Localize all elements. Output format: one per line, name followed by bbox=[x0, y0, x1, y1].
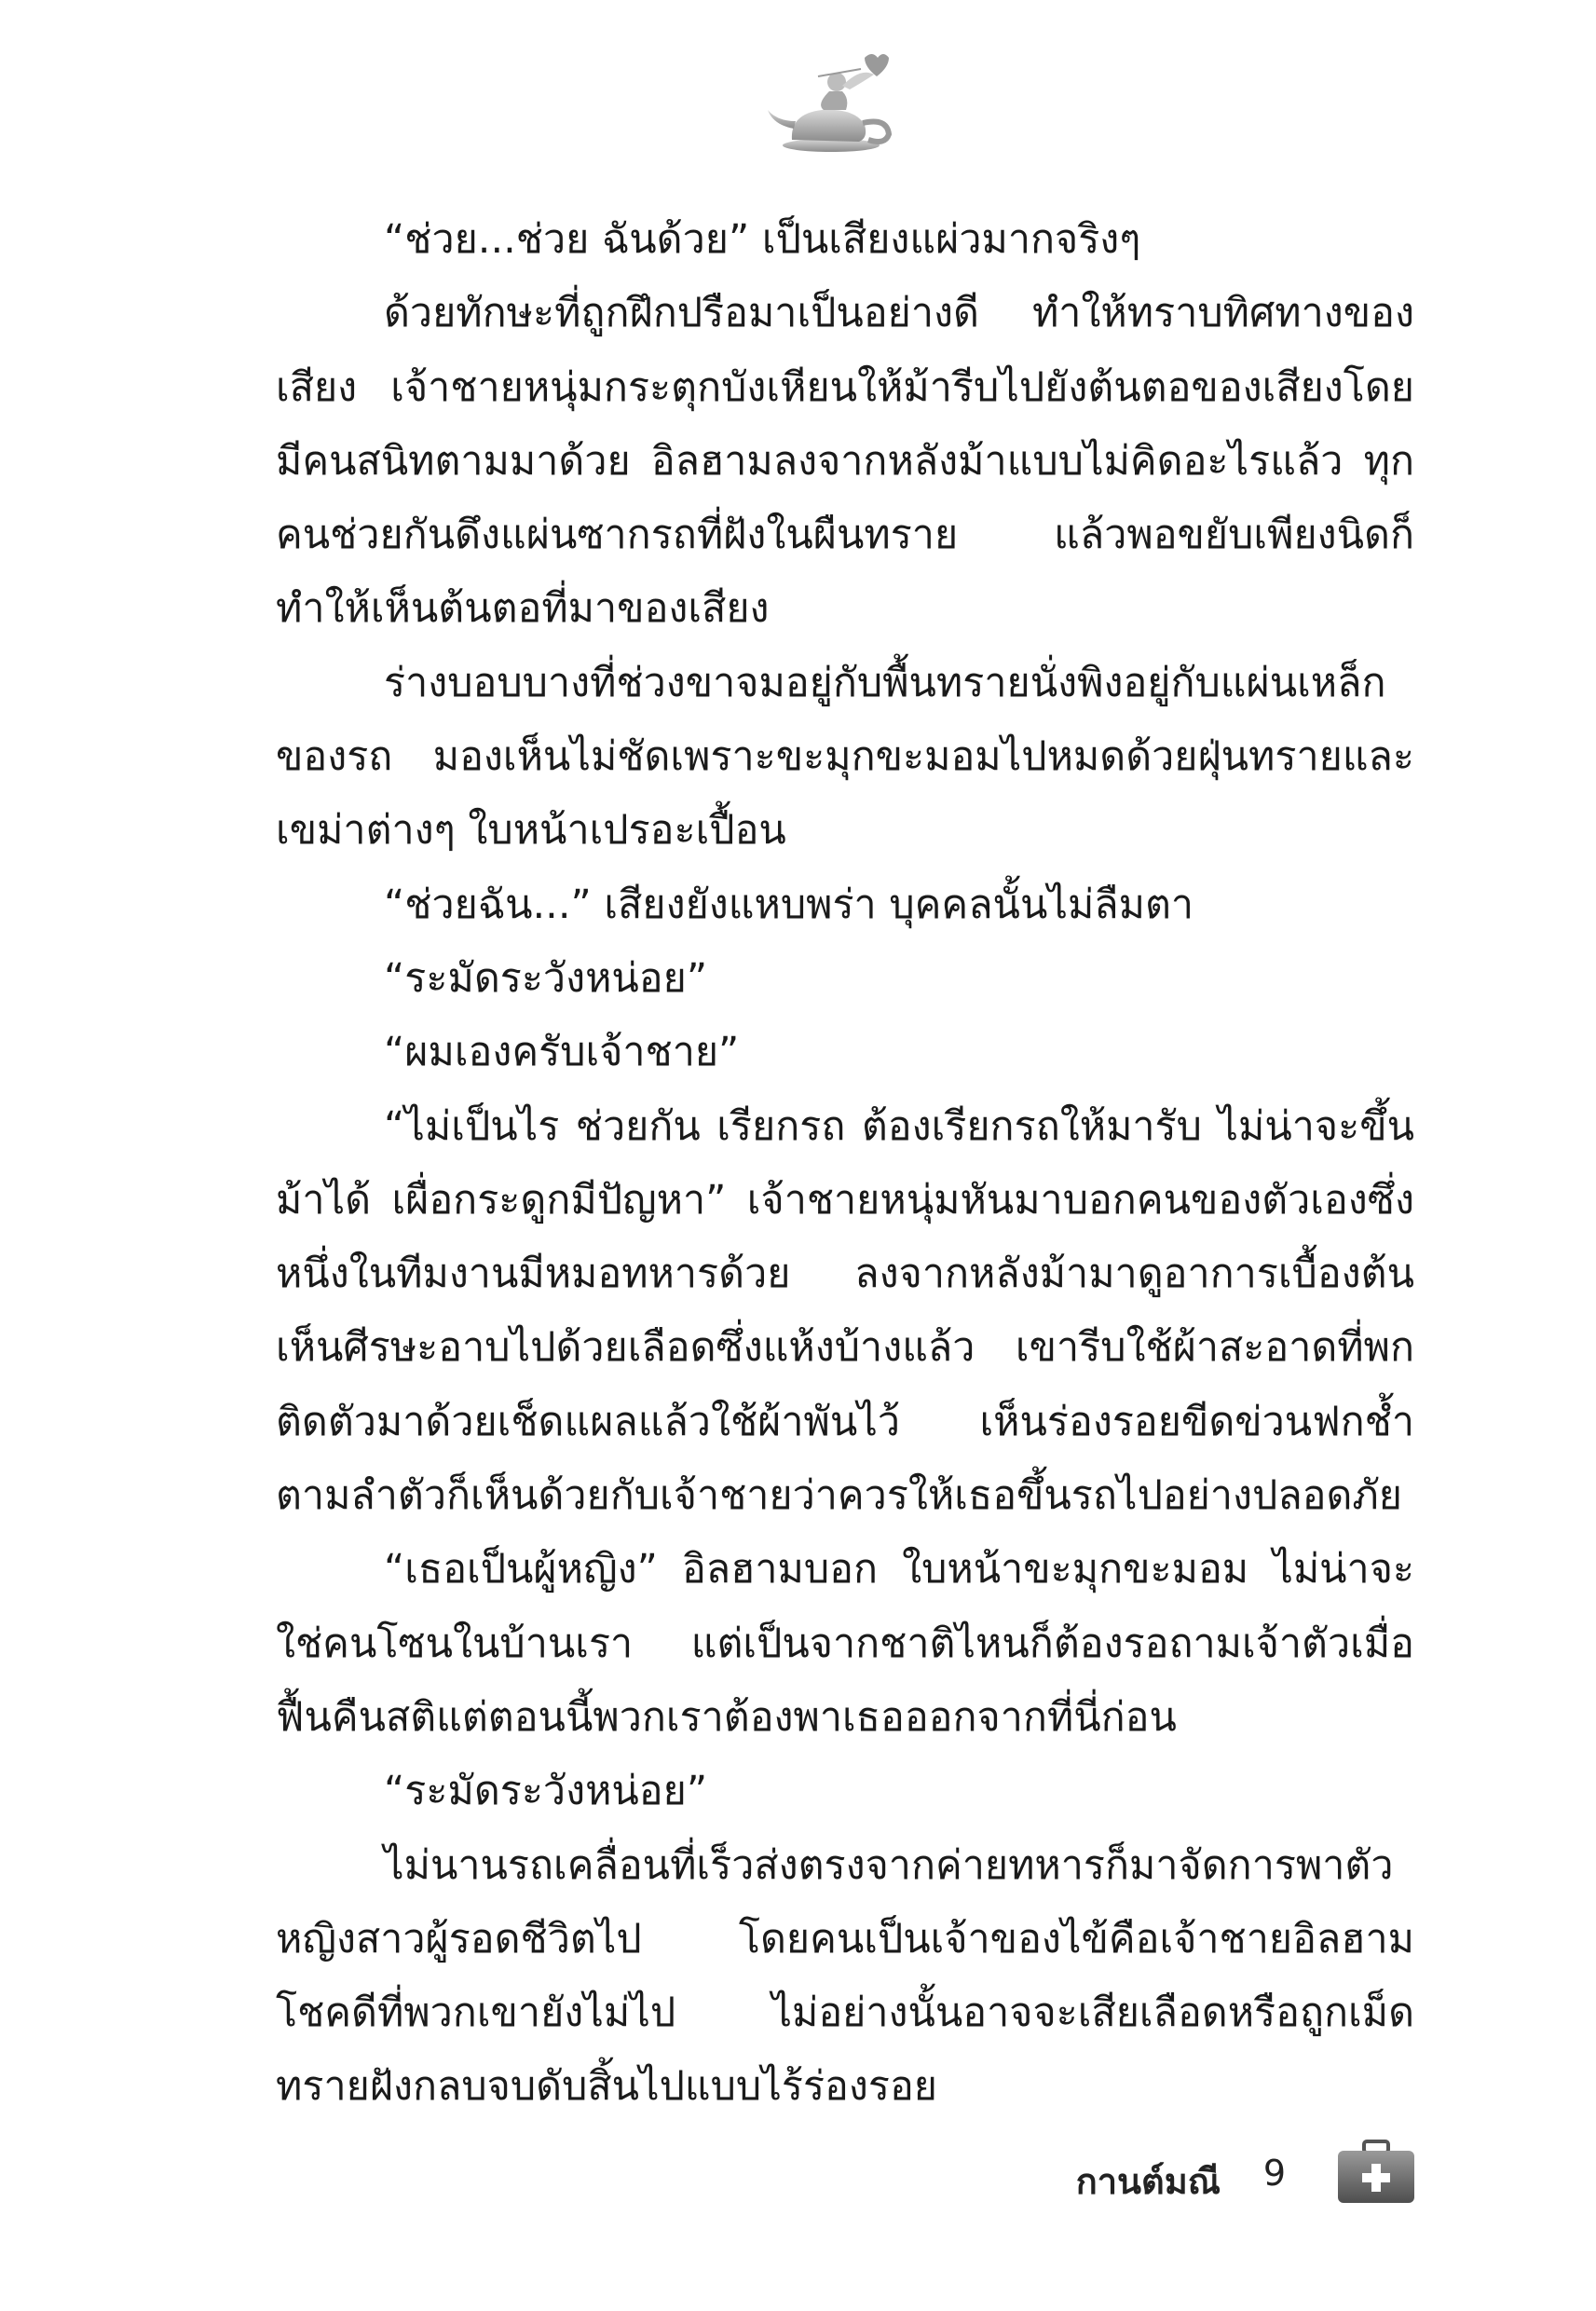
paragraph: ด้วยทักษะที่ถูกฝึกปรือมาเป็นอย่างดี ทำให้ทราบทิศทางของเสียง เจ้าชายหนุ่มกระตุกบังเหียนให้ม้ารีบไปยังต้นตอของเสียงโดยมีคนสนิทตามมาด้วย อิลฮามลงจากหลังม้าแบบไม่คิดอะไรแล้ว ทุกคนช่วยกันดึงแผ่นซากรถที่ฝังในผืนทราย แล้วพอขยับเพียงนิดก็ทำให้เห็นต้นตอที่มาของเสียง bbox=[276, 290, 1414, 633]
paragraph: “ช่วยฉัน...” เสียงยังแหบพร่า บุคคลนั้นไม่ลืมตา bbox=[384, 881, 1194, 928]
page-number: 9 bbox=[1262, 2153, 1286, 2194]
paragraph: ร่างบอบบางที่ช่วงขาจมอยู่กับพื้นทรายนั่งพิงอยู่กับแผ่นเหล็กของรถ มองเห็นไม่ชัดเพราะขะมุกขะมอมไปหมดด้วยฝุ่นทรายและเขม่าต่างๆ ใบหน้าเปรอะเปื้อน bbox=[276, 659, 1414, 855]
paragraph: “ผมเองครับเจ้าชาย” bbox=[384, 1029, 740, 1076]
author-name: กานต์มณี bbox=[1075, 2161, 1221, 2202]
page-footer bbox=[1016, 2134, 1416, 2218]
paragraph: “เธอเป็นผู้หญิง” อิลฮามบอก ใบหน้าขะมุกขะมอม ไม่น่าจะใช่คนโซนในบ้านเรา แต่เป็นจากชาติไหนก็ต้องรอถามเจ้าตัวเมื่อฟื้นคืนสติแต่ตอนนี้พวกเราต้องพาเธอออกจากที่นี่ก่อน bbox=[276, 1546, 1414, 1741]
teapot-cupid-emblem-icon bbox=[764, 48, 904, 160]
body-text bbox=[276, 203, 1414, 2125]
first-aid-kit-icon bbox=[1336, 2140, 1416, 2205]
paragraph: ไม่นานรถเคลื่อนที่เร็วส่งตรงจากค่ายทหารก็มาจัดการพาตัวหญิงสาวผู้รอดชีวิตไป โดยคนเป็นเจ้าของไข้คือเจ้าชายอิลฮาม โชคดีที่พวกเขายังไม่ไป ไม่อย่างนั้นอาจจะเสียเลือดหรือถูกเม็ดทรายฝังกลบจบดับสิ้นไปแบบไร้ร่องรอย bbox=[276, 1841, 1414, 2111]
paragraph: “ระมัดระวังหน่อย” bbox=[384, 954, 708, 1002]
paragraph: “ช่วย...ช่วย ฉันด้วย” เป็นเสียงแผ่วมากจริงๆ bbox=[384, 216, 1141, 263]
paragraph: “ไม่เป็นไร ช่วยกัน เรียกรถ ต้องเรียกรถให้มารับ ไม่น่าจะขึ้นม้าได้ เผื่อกระดูกมีปัญหา” เจ้าชายหนุ่มหันมาบอกคนของตัวเองซึ่งหนึ่งในทีมงานมีหมอทหารด้วย ลงจากหลังม้ามาดูอาการเบื้องต้นเห็นศีรษะอาบไปด้วยเลือดซึ่งแห้งบ้างแล้ว เขารีบใช้ผ้าสะอาดที่พกติดตัวมาด้วยเช็ดแผลแล้วใช้ผ้าพันไว้ เห็นร่องรอยขีดข่วนฟกช้ำตามลำตัวก็เห็นด้วยกับเจ้าชายว่าควรให้เธอขึ้นรถไปอย่างปลอดภัย bbox=[276, 1102, 1414, 1520]
paragraph: “ระมัดระวังหน่อย” bbox=[384, 1768, 708, 1815]
